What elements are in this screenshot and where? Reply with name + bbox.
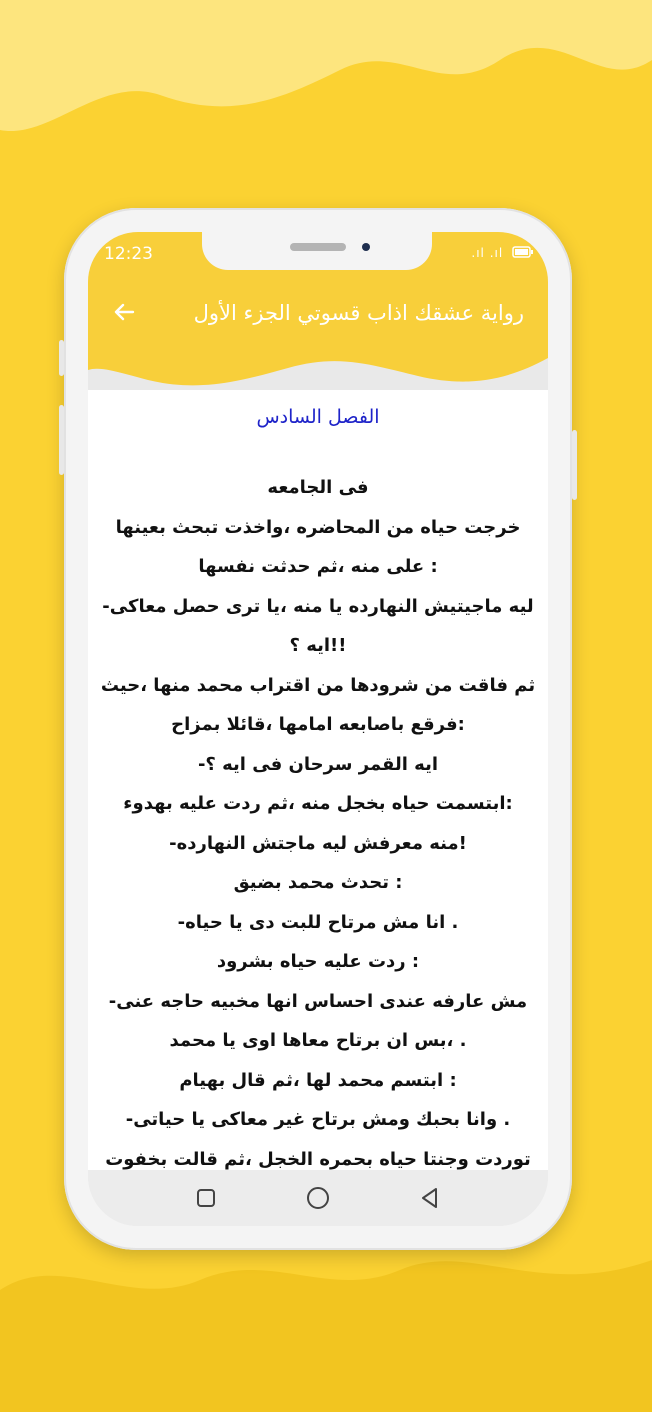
text-line: : على منه ،ثم حدثت نفسها [198,556,438,577]
signal-text [471,246,534,260]
text-line: فى الجامعه [267,477,369,498]
text-line: . انا مش مرتاح للبت دى يا حياه- [177,911,459,933]
front-camera [362,243,370,251]
text-line: ثم فاقت من شرودها من اقتراب محمد منها ،حيث [100,674,536,696]
text-line: : ابتسم محمد لها ،ثم قال بهيام [179,1069,457,1091]
circle-icon [304,1184,332,1212]
chapter-title: الفصل السادس [256,406,380,428]
app-title: رواية عشقك اذاب قسوتي الجزء الأول [193,301,524,325]
arrow-left-icon [112,300,136,324]
text-line: : تحدث محمد بضيق [233,872,403,893]
speaker-grille [290,243,346,251]
status-bar [88,232,548,282]
text-line: ليه ماجيتيش النهارده يا منه ،يا ترى حصل معاكى- [102,595,534,617]
camera-notch [202,232,432,270]
text-line: . ،بس ان برتاح معاها اوى يا محمد [169,1030,467,1051]
navigation-bar [88,1170,548,1226]
text-line: !منه معرفش ليه ماجتش النهارده- [169,832,467,854]
back-button[interactable] [108,296,140,328]
app-bar [88,282,548,344]
chapter-content[interactable] [88,390,548,1170]
text-line: . وانا بحبك ومش برتاح غير معاكى يا حياتى- [125,1109,511,1130]
phone-side-button [572,430,577,500]
triangle-back-icon [416,1184,444,1212]
text-line: ايه القمر سرحان فى ايه ؟- [197,753,439,775]
home-button[interactable] [304,1184,332,1212]
status-time: 12:23 [104,244,153,264]
story-text [98,468,538,1170]
nav-back-button[interactable] [416,1184,444,1212]
text-line: :ابتسمت حياه بخجل منه ،ثم ردت عليه بهدوء [123,793,513,814]
phone-volume-button [59,405,64,475]
text-line: مش عارفه عندى احساس انها مخبيه حاجه عنى- [108,990,528,1012]
app-bar-wave [88,340,548,396]
square-icon [192,1184,220,1212]
text-line: :فرقع باصابعه امامها ،قائلا بمزاح [171,714,465,735]
phone-volume-button [59,340,64,376]
signal-label: .ıl .ıl [471,246,504,260]
phone-screen [88,232,548,1226]
recents-button[interactable] [192,1184,220,1212]
text-line: خرجت حياه من المحاضره ،واخذت تبحث بعينها [115,516,521,538]
battery-icon [512,246,534,258]
text-line: !!ايه ؟ [289,635,347,656]
text-line: توردت وجنتا حياه بحمره الخجل ،ثم قالت بخفوت [105,1148,531,1170]
text-line: : ردت عليه حياه بشرود [216,951,420,972]
